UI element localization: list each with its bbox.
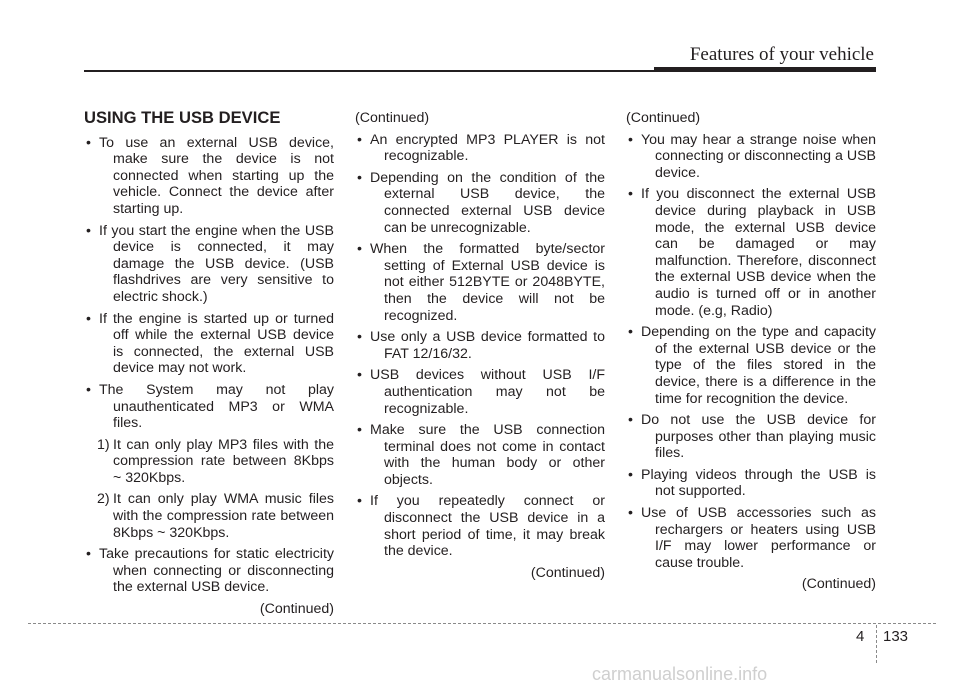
numbered-sublist [84, 437, 334, 542]
bullet-icon: • [628, 412, 633, 429]
page-number-separator [876, 625, 877, 663]
list-item: • To use an external USB device, make sure the device is not connected when starting up the vehicle. Connect the device after starting up. [86, 134, 334, 217]
bullet-icon: • [357, 367, 362, 384]
list-item: • If you repeatedly connect or disconnect the USB device in a short period of time, it may break the device. [357, 493, 605, 560]
column-1 [84, 110, 334, 618]
sublist-item: 1) It can only play MP3 files with the compression rate between 8Kbps ~ 320Kbps. [97, 436, 334, 486]
continued-label: (Continued) [259, 601, 334, 618]
section-title: USING THE USB DEVICE [84, 108, 281, 127]
column-3 [626, 110, 876, 593]
bullet-icon: • [628, 131, 633, 148]
bullet-icon: • [86, 310, 91, 327]
bullet-icon: • [357, 241, 362, 258]
bullet-icon: • [357, 169, 362, 186]
sublist-item: 2) It can only play WMA music files with the compression rate between 8Kbps ~ 320Kbps. [97, 491, 334, 541]
list-item: • You may hear a strange noise when connecting or disconnecting a USB device. [628, 131, 876, 181]
header-title: Features of your vehicle [689, 44, 874, 65]
list-item: • Use only a USB device formatted to FAT 12/16/32. [357, 329, 605, 362]
list-item: • Make sure the USB connection terminal does not come in contact with the human body or other objects. [357, 422, 605, 488]
list-item: • Depending on the condition of the external USB device, the connected external USB device can be unrecognizable. [357, 169, 605, 236]
list-item: • When the formatted byte/sector setting of External USB device is not either 512BYTE or 2048BYTE, then the device will not be recognized. [357, 241, 605, 324]
bullet-icon: • [86, 381, 91, 398]
continued-label: (Continued) [530, 564, 605, 581]
list-item: • If you disconnect the external USB device during playback in USB mode, the external USB device can be damaged or may malfunction. Therefore, disconnect the external USB device when the audio is turned off or in another mode. (e.g, Radio) [628, 186, 876, 319]
bullet-icon: • [357, 493, 362, 510]
list-item: • The System may not play unauthenticated MP3 or WMA files. [86, 381, 334, 432]
column-2 [355, 110, 605, 581]
list-item: • If the engine is started up or turned off while the external USB device is connected, the external USB device may not work. [86, 310, 334, 377]
chapter-number: 4 [856, 628, 865, 645]
bullet-icon: • [628, 186, 633, 203]
bullet-icon: • [628, 466, 633, 483]
footer-rule [28, 623, 936, 624]
header-rule-accent [654, 67, 876, 72]
bullet-icon: • [86, 546, 91, 563]
list-item: • Playing videos through the USB is not supported. [628, 466, 876, 500]
bullet-list [626, 132, 876, 572]
page-number: 133 [883, 628, 909, 645]
continued-label: (Continued) [355, 110, 430, 126]
bullet-icon: • [357, 131, 362, 148]
list-item: • Do not use the USB device for purposes other than playing music files. [628, 412, 876, 462]
bullet-list [84, 546, 334, 596]
bullet-icon: • [86, 134, 91, 151]
bullet-icon: • [357, 422, 362, 439]
continued-label: (Continued) [801, 576, 876, 593]
bullet-list [355, 132, 605, 560]
bullet-icon: • [86, 222, 91, 239]
continued-label: (Continued) [626, 110, 701, 126]
list-item: • Depending on the type and capacity of the external USB device or the type of the files stored in the device, there is a difference in the time for recognition the device. [628, 324, 876, 407]
list-item: • An encrypted MP3 PLAYER is not recognizable. [357, 131, 605, 165]
list-item: • Use of USB accessories such as rechargers or heaters using USB I/F may lower performance or cause trouble. [628, 505, 876, 571]
bullet-list [84, 135, 334, 432]
list-item: • If you start the engine when the USB device is connected, it may damage the USB device. (USB flashdrives are very sensitive to electric shock.) [86, 222, 334, 305]
bullet-icon: • [628, 505, 633, 522]
bullet-icon: • [357, 329, 362, 346]
watermark: carmanualsonline.info [592, 664, 768, 684]
list-item: • USB devices without USB I/F authentication may not be recognizable. [357, 367, 605, 417]
list-item: • Take precautions for static electricity when connecting or disconnecting the external USB device. [86, 546, 334, 596]
bullet-icon: • [628, 324, 633, 341]
